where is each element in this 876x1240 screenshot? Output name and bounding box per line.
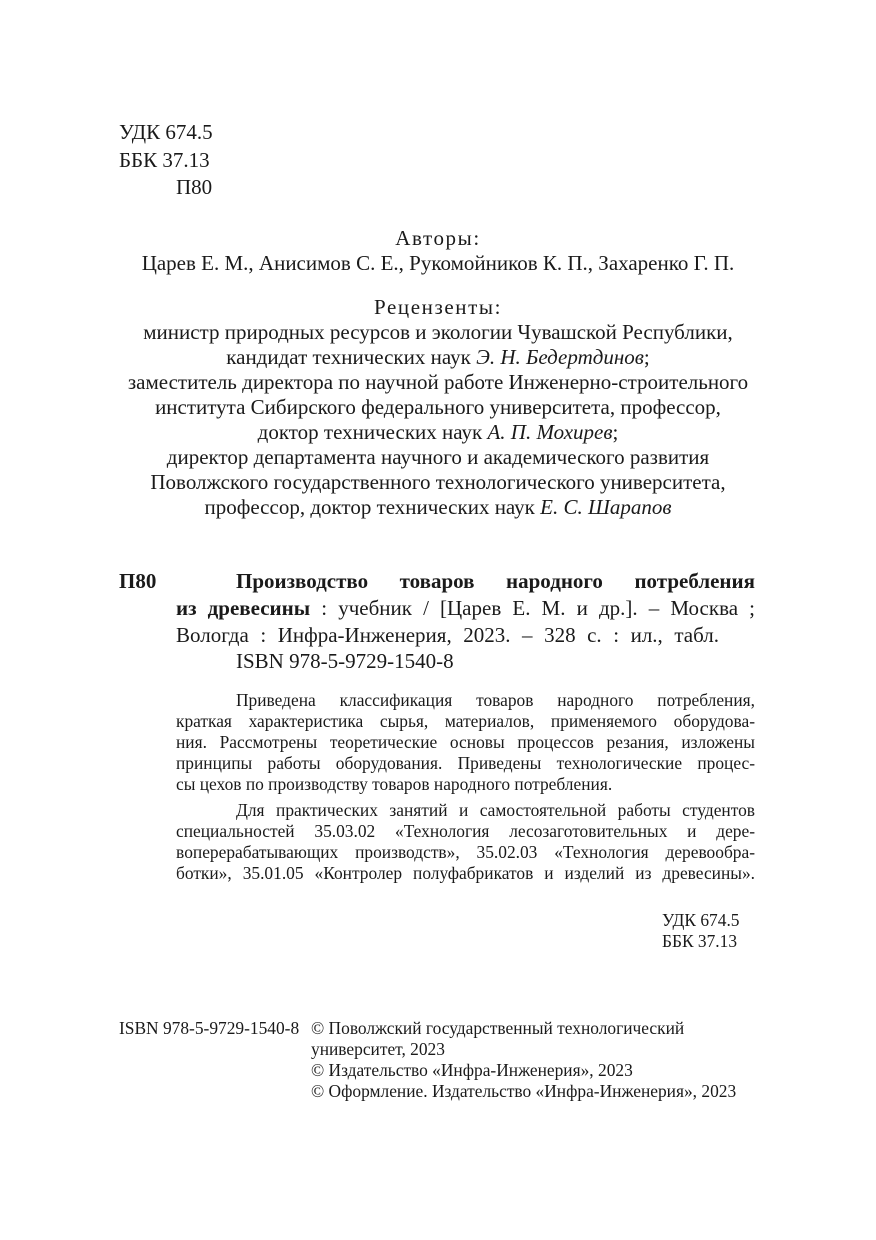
annotation-p1-line-2: краткая характеристика сырья, материалов, применяемого оборудова- <box>176 711 755 731</box>
author-mark: П80 <box>176 175 213 199</box>
reviewer-3-name: Е. С. Шарапов <box>540 495 672 519</box>
copyright-publisher: © Издательство «Инфра-Инженерия», 2023 <box>311 1060 633 1080</box>
reviewer-3-line-1: директор департамента научного и академического развития <box>166 445 710 469</box>
reviewer-2-degree: доктор технических наук <box>257 420 488 444</box>
annotation-p2-line-1: Для практических занятий и самостоятельной работы студентов <box>236 800 755 820</box>
annotation-p1-line-4: принципы работы оборудования. Приведены технологические процес- <box>176 753 755 773</box>
annotation-p2-line-2: специальностей 35.03.02 «Технология лесозаготовительных и дере- <box>176 821 755 841</box>
bib-line-3: Вологда : Инфра-Инженерия, 2023. – 328 с. : ил., табл. <box>176 623 719 647</box>
copyright-university-line-2: университет, 2023 <box>311 1039 445 1059</box>
bib-title-line-1: Производство товаров народного потребления <box>236 569 755 593</box>
annotation-p1-line-3: ния. Рассмотрены теоретические основы процессов резания, изложены <box>176 732 755 752</box>
reviewer-3-line-3 <box>0 493 876 521</box>
annotation-p2-line-4: ботки», 35.01.05 «Контролер полуфабрикатов и изделий из древесины». <box>176 863 755 883</box>
bib-isbn: ISBN 978-5-9729-1540-8 <box>236 649 454 673</box>
reviewer-3-line-2: Поволжского государственного технологического университета, <box>150 470 726 494</box>
annotation-p2-line-3: вoперерабатывающих производств», 35.02.03 «Технология деревообра- <box>176 842 755 862</box>
authors-heading: Авторы: <box>395 226 481 250</box>
reviewer-1-line-2 <box>0 343 876 371</box>
reviewer-2-line-1: заместитель директора по научной работе Инженерно-строительного <box>127 370 749 394</box>
bib-author-mark: П80 <box>119 569 157 593</box>
bottom-bbk-code: ББК 37.13 <box>662 931 738 951</box>
reviewer-2-name: А. П. Мохирев <box>487 420 613 444</box>
reviewer-1-separator: ; <box>643 345 650 369</box>
bib-publication-info: : учебник / [Царев Е. М. и др.]. – Москва ; <box>310 596 755 620</box>
udk-code: УДК 674.5 <box>119 120 213 144</box>
bib-line-2 <box>176 594 755 622</box>
copyright-university-line-1: © Поволжский государственный технологический <box>311 1018 685 1038</box>
reviewers-heading: Рецензенты: <box>373 295 503 319</box>
reviewer-1-line-1: министр природных ресурсов и экологии Чувашской Республики, <box>143 320 733 344</box>
reviewer-1-degree: кандидат технических наук <box>226 345 477 369</box>
annotation-p1-line-5: сы цехов по производству товаров народного потребления. <box>176 774 613 794</box>
bbk-code: ББК 37.13 <box>119 148 210 172</box>
copyright-isbn: ISBN 978-5-9729-1540-8 <box>119 1018 300 1038</box>
reviewer-2-line-2: института Сибирского федерального университета, профессор, <box>155 395 721 419</box>
authors-names: Царев Е. М., Анисимов С. Е., Рукомойников К. П., Захаренко Г. П. <box>141 251 735 275</box>
bottom-udk-code: УДК 674.5 <box>662 910 740 930</box>
annotation-p1-line-1: Приведена классификация товаров народного потребления, <box>236 690 755 710</box>
reviewer-3-degree: профессор, доктор технических наук <box>204 495 541 519</box>
bib-title-line-2: из древесины <box>176 596 311 620</box>
reviewer-2-separator: ; <box>612 420 619 444</box>
reviewer-2-line-3 <box>0 418 876 446</box>
copyright-design: © Оформление. Издательство «Инфра-Инженерия», 2023 <box>311 1081 737 1101</box>
reviewer-1-name: Э. Н. Бедертдинов <box>476 345 644 369</box>
